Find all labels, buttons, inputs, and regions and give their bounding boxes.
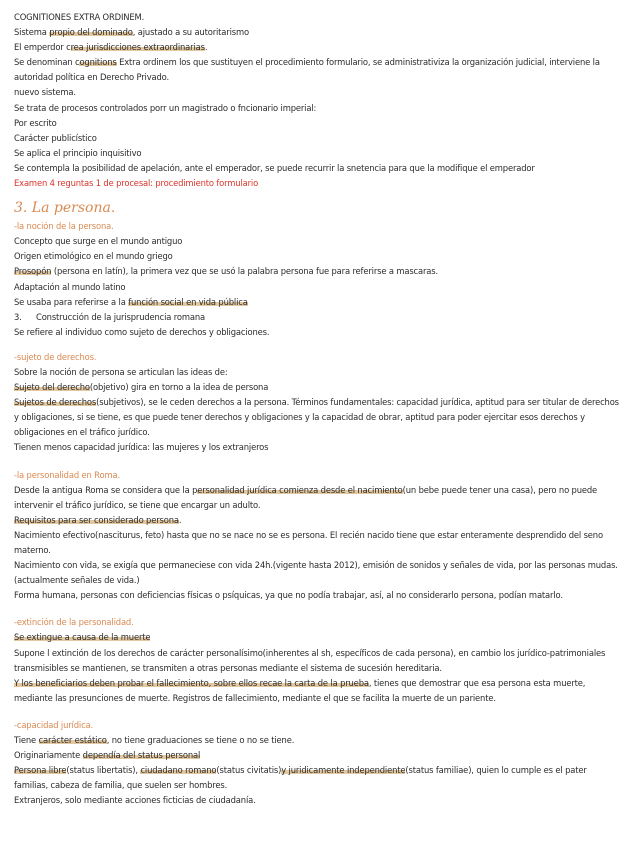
text-line: Forma humana, personas con deficiencias físicas o psíquicas, ya que no podía trabajar, así, al no considerarlo persona, podían matarlo. [14, 590, 563, 601]
highlight: Sujetos de derechos [14, 397, 97, 408]
text-line: Carácter publicístico [14, 132, 97, 143]
paragraph: Y los beneficiarios deben probar el fallecimiento, sobre ellos recae la carta de la prueba, tienes que demostrar que esa persona esta muerte, mediante las presunciones de muerte. Registros de fallecimiento, mediante el que se facilita la muerte de un pariente. [14, 677, 586, 703]
text-line: Originariamente dependía del status personal [14, 750, 201, 761]
text-line: Sistema propio del dominado, ajustado a su autoritarismo [14, 27, 249, 38]
text-line: Origen etimológico en el mundo griego [14, 251, 173, 262]
subheading: -capacidad jurídica. [14, 719, 94, 730]
paragraph: Nacimiento con vida, se exigía que permaneciese con vida 24h.(vigente hasta 2012), emisión de sonidos y señales de vida, por las personas mudas. (actualmente señales de vida.) [14, 560, 618, 586]
text-line: Prosopón (persona en latín), la primera vez que se usó la palabra persona fue para referirse a mascaras. [14, 266, 438, 277]
subheading: -la noción de la persona. [14, 221, 114, 232]
text-line: Sobre la noción de persona se articulan las ideas de: [14, 366, 228, 377]
text-line: Persona libre(status libertatis), ciudadano romano(status civitatis)y juridicamente independiente(status familiae), quien lo cumple es el pater [14, 765, 587, 776]
subheading: -sujeto de derechos. [14, 351, 97, 362]
highlight: ersonalidad jurídica comienza desde el nacimiento [197, 484, 403, 495]
highlight: Y los beneficiarios deben probar el fallecimiento, sobre ellos recae la carta de la prueba [14, 677, 369, 688]
paragraph: Sujetos de derechos(subjetivos), se le ceden derechos a la persona. Términos fundamentales: capacidad jurídica, aptitud para ser titular de derechos y obligaciones, si se tiene, es que puede tener derechos y obligaciones y la capacidad de obrar, aptitud para poder ejercitar esos derechos y obligaciones en el tráfico jurídico. [14, 397, 619, 438]
numbered-line: 3. Construcción de la jurisprudencia romana [14, 310, 622, 325]
list-number: 3. [14, 311, 22, 322]
section-heading-persona: 3. La persona. [14, 200, 116, 217]
highlight: ciudadano romano [140, 765, 217, 776]
highlight: Se extingue a causa de la muerte [14, 632, 151, 643]
text-line: Adaptación al mundo latino [14, 281, 126, 292]
highlight: Requisitos para ser considerado persona [14, 514, 179, 525]
text-line: El emperdor crea jurisdicciones extraordinarias. [14, 42, 208, 53]
highlight: y juridicamente independiente [281, 765, 406, 776]
highlight: rea jurisdicciones extraordinarias [70, 42, 205, 53]
highlight: Prosopón [14, 266, 52, 277]
highlight: ognitions [79, 57, 117, 68]
highlight: carácter estático [38, 735, 107, 746]
text-line: nuevo sistema. [14, 87, 76, 98]
text-line: Se contempla la posibilidad de apelación, ante el emperador, se puede recurrir la snetencia para que la modifique el emperador [14, 162, 535, 173]
text-line: Se aplica el principio inquisitivo [14, 147, 142, 158]
text-line: Se refiere al individuo como sujeto de derechos y obligaciones. [14, 326, 270, 337]
text-line: Extranjeros, solo mediante acciones ficticias de ciudadanía. [14, 795, 256, 806]
text-line [14, 630, 622, 645]
text-line: familias, cabeza de familia, que suelen ser hombres. [14, 780, 228, 791]
text-line: Por escrito [14, 117, 57, 128]
text-line: Sujeto del derecho(objetivo) gira en torno a la idea de persona [14, 382, 269, 393]
highlight: propio del dominado [49, 27, 133, 38]
section-title-cognitiones: COGNITIONES EXTRA ORDINEM. [14, 12, 145, 22]
text-line: Se usaba para referirse a la función social en vida pública [14, 296, 248, 307]
highlight: dependía del status personal [82, 750, 201, 761]
highlight: función social en vida pública [128, 296, 248, 307]
paragraph: Desde la antigua Roma se considera que la personalidad jurídica comienza desde el nacimiento(un bebe puede tener una casa), pero no puede intervenir el tráfico jurídico, se tiene que encargar un adulto. [14, 484, 598, 510]
text-line: Concepto que surge en el mundo antiguo [14, 236, 183, 247]
highlight: Sujeto del derecho [14, 382, 90, 393]
subheading: -la personalidad en Roma. [14, 469, 120, 480]
text-line: Tiene carácter estático, no tiene graduaciones se tiene o no se tiene. [14, 735, 295, 746]
text-line: autoridad política en Derecho Privado. [14, 72, 169, 83]
text-line: Se trata de procesos controlados porr un magistrado o fncionario imperial: [14, 102, 317, 113]
paragraph: Nacimiento efectivo(nasciturus, feto) hasta que no se nace no se es persona. El recién nacido tiene que estar enteramente desprendido del seno materno. [14, 529, 603, 555]
exam-note: Examen 4 reguntas 1 de procesal: procedimiento formulario [14, 178, 259, 189]
text-line: Requisitos para ser considerado persona. [14, 514, 182, 525]
highlight: Persona libre [14, 765, 67, 776]
text-line: Tienen menos capacidad jurídica: las mujeres y los extranjeros [14, 442, 269, 453]
text-line: Se denominan cognitions Extra ordinem los que sustituyen el procedimiento formulario, se administrativiza la organización judicial, interviene la [14, 57, 600, 68]
paragraph: Supone l extinción de los derechos de carácter personalísimo(inherentes al sh, específicos de cada persona), en cambio los jurídico-patrimoniales transmisibles se mantienen, se transmiten a otras personas mediante el sistema de sucesión hereditaria. [14, 647, 606, 673]
subheading: -extinción de la personalidad. [14, 617, 134, 628]
